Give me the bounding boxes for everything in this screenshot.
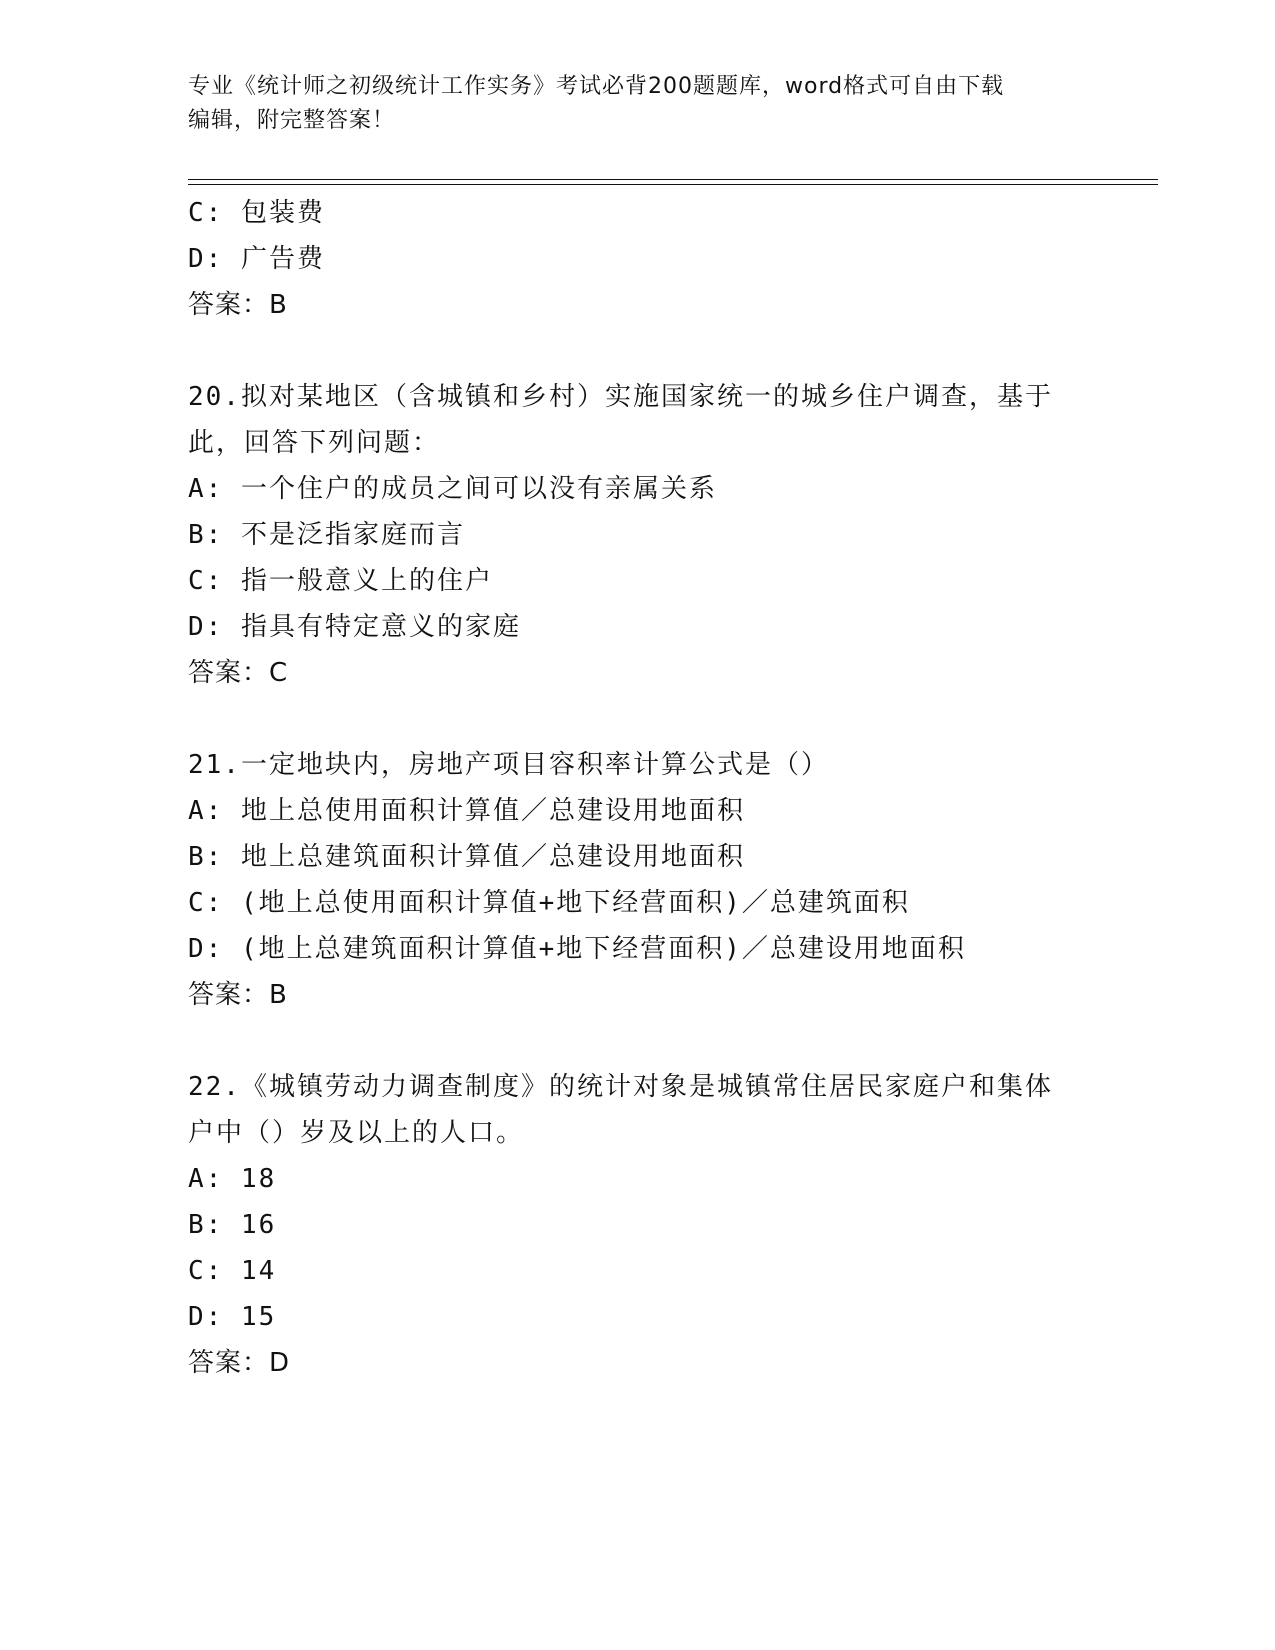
answer-line: 答案：B <box>188 290 288 320</box>
spacer <box>188 696 1088 742</box>
option-d: D: (地上总建筑面积计算值+地下经营面积)／总建设用地面积 <box>188 934 966 964</box>
previous-question-continuation <box>188 190 1088 328</box>
spacer <box>188 1018 1088 1064</box>
question-21 <box>188 742 1088 1018</box>
option-c: C: (地上总使用面积计算值+地下经营面积)／总建筑面积 <box>188 888 910 918</box>
option-b: B: 16 <box>188 1210 277 1240</box>
document-body <box>188 190 1088 1386</box>
header-divider-bottom <box>188 184 1158 185</box>
question-22 <box>188 1064 1088 1386</box>
question-stem: 22.《城镇劳动力调查制度》的统计对象是城镇常住居民家庭户和集体 <box>188 1072 1053 1102</box>
spacer <box>188 328 1088 374</box>
option-a: A: 地上总使用面积计算值／总建设用地面积 <box>188 796 745 826</box>
answer-line: 答案：C <box>188 658 289 688</box>
option-d: D: 15 <box>188 1302 277 1332</box>
answer-line: 答案：B <box>188 980 288 1010</box>
question-stem: 20.拟对某地区（含城镇和乡村）实施国家统一的城乡住户调查，基于 <box>188 382 1053 412</box>
option-d: D: 指具有特定意义的家庭 <box>188 612 521 642</box>
option-b: B: 不是泛指家庭而言 <box>188 520 465 550</box>
option-c: C: 包装费 <box>188 198 325 228</box>
option-c: C: 14 <box>188 1256 277 1286</box>
header-divider-top <box>188 179 1158 180</box>
option-b: B: 地上总建筑面积计算值／总建设用地面积 <box>188 842 745 872</box>
header-line-2: 编辑，附完整答案！ <box>188 108 396 133</box>
question-stem: 此，回答下列问题： <box>188 428 441 458</box>
option-a: A: 18 <box>188 1164 277 1194</box>
question-stem: 户中（）岁及以上的人口。 <box>188 1118 525 1148</box>
answer-line: 答案：D <box>188 1348 291 1378</box>
document-header <box>188 70 1088 138</box>
option-a: A: 一个住户的成员之间可以没有亲属关系 <box>188 474 717 504</box>
option-d: D: 广告费 <box>188 244 325 274</box>
question-20 <box>188 374 1088 696</box>
header-line-1: 专业《统计师之初级统计工作实务》考试必背200题题库，word格式可自由下载 <box>188 74 1005 99</box>
option-c: C: 指一般意义上的住户 <box>188 566 493 596</box>
question-stem: 21.一定地块内，房地产项目容积率计算公式是（） <box>188 750 829 780</box>
